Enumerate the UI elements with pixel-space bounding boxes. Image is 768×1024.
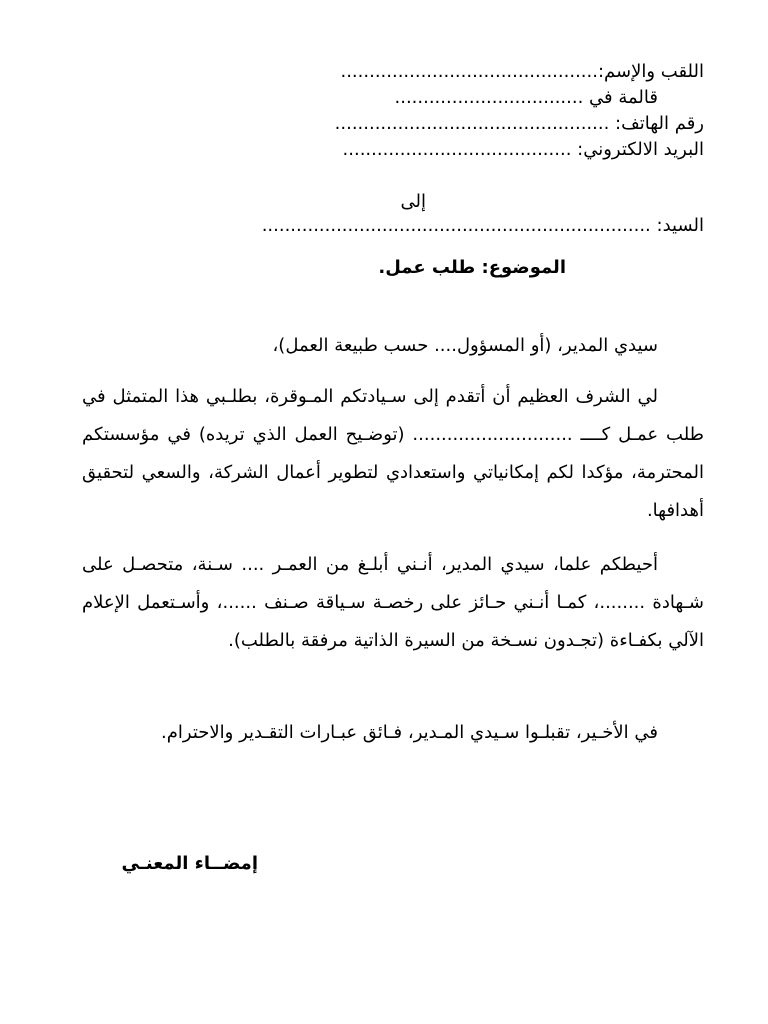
phone-line: رقم الهاتف: ................................................	[334, 113, 704, 134]
paragraph-request: لي الشرف العظيم أن أتقدم إلى سـيادتكم المـوقرة، بطلـبي هذا المتمثل في طلب عمـل كــــ ............................ (توضـيح العمل الذي تريده) في مؤسستكم المحترمة، مؤكدا لكم إمكانياتي واستعدادي لتطوير أعمال الشركة، والسعي لتحقيق أهدافها.	[82, 386, 704, 521]
paragraph-qualifications: أحيطكم علما، سيدي المدير، أنـني أبلـغ من العمـر .... سـنة، متحصـل على شـهادة ........، كمـا أنـني حـائز على رخصـة سـياقة صـنف ......، وأسـتعمل الإعلام الآلي بكفـاءة (تجـدون نسـخة من السيرة الذاتية مرفقة بالطلب).	[82, 554, 704, 651]
signature: إمضــاء المعنـي	[121, 853, 258, 874]
greeting: سيدي المدير، (أو المسؤول.... حسب طبيعة العمل)،	[272, 335, 658, 356]
recipient-line: السيد: ....................................................................	[261, 215, 704, 236]
name-line: اللقب والإسم:.............................................	[340, 61, 704, 82]
paragraph-closing: في الأخـير، تقبلـوا سـيدي المـدير، فـائق عبـارات التقـدير والاحترام.	[161, 722, 658, 743]
subject-line: الموضوع: طلب عمل.	[378, 257, 566, 278]
email-line: البريد الالكتروني: ........................................	[342, 139, 704, 160]
residence-line: قالمة في .................................	[394, 87, 658, 108]
recipient-to: إلى	[400, 191, 426, 212]
